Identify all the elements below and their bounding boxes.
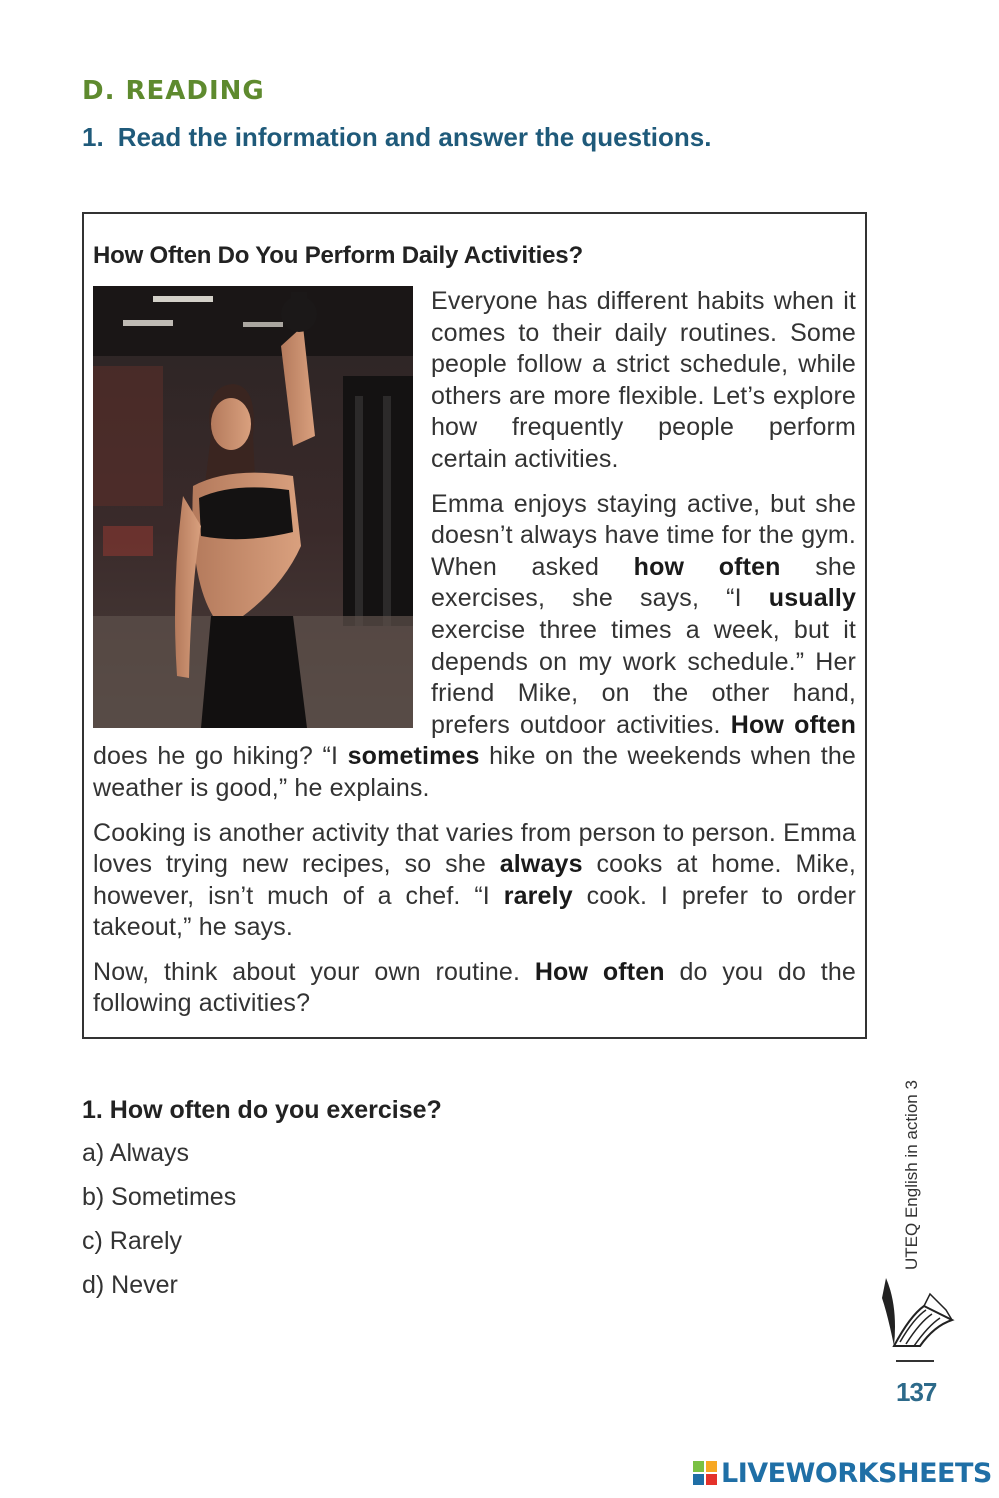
liveworksheets-footer[interactable] bbox=[692, 1456, 992, 1490]
text-segment: cooks at home. Mike, however, isn’t much of a chef. “I bbox=[93, 850, 856, 910]
liveworksheets-brand: LIVEWORKSHEETS bbox=[721, 1457, 992, 1489]
highlight-how-often: how often bbox=[633, 552, 781, 581]
option-a[interactable]: a) Always bbox=[82, 1139, 189, 1167]
paragraph-own-routine bbox=[93, 957, 856, 1020]
text-segment: she exercises, she says, “I bbox=[431, 552, 856, 613]
page-number: 137 bbox=[896, 1377, 937, 1407]
woman-lifting-kettlebell-photo bbox=[93, 286, 413, 728]
reading-title: How Often Do You Perform Daily Activities? bbox=[93, 242, 583, 269]
paragraph-cooking bbox=[93, 818, 856, 944]
instruction-text: Read the information and answer the questions. bbox=[117, 122, 712, 152]
text-segment: Cooking is another activity that varies from person to person. Emma loves trying new recipes, so she bbox=[93, 818, 856, 879]
reading-box bbox=[82, 212, 867, 1039]
text-segment: Now, think about your own routine. bbox=[93, 957, 535, 986]
highlight-rarely: rarely bbox=[503, 881, 573, 910]
option-b[interactable]: b) Sometimes bbox=[82, 1183, 237, 1211]
instruction-heading bbox=[82, 122, 711, 153]
page-number-rule bbox=[896, 1360, 934, 1362]
instruction-number: 1. bbox=[82, 122, 104, 152]
book-title-vertical: UTEQ English in action 3 bbox=[902, 1080, 921, 1270]
question-block bbox=[82, 1096, 442, 1315]
highlight-how-often: How often bbox=[730, 710, 856, 739]
highlight-always: always bbox=[499, 850, 583, 879]
section-heading: D. READING bbox=[82, 76, 265, 106]
text-segment: do you do the following activities? bbox=[93, 957, 856, 1018]
text-segment: hike on the weekends when the weather is good,” he explains. bbox=[93, 742, 856, 802]
paragraph-intro: Everyone has different habits when it comes to their daily routines. Some people follow a strict schedule, while others are more flexible. Let’s explore how frequently people perform certain activities. bbox=[431, 287, 856, 473]
liveworksheets-logo-icon bbox=[692, 1460, 718, 1486]
highlight-how-often: How often bbox=[534, 957, 665, 986]
highlight-usually: usually bbox=[768, 584, 856, 613]
text-segment: Emma enjoys staying active, but she doesn’t always have time for the gym. When asked bbox=[431, 489, 856, 581]
option-c[interactable]: c) Rarely bbox=[82, 1227, 183, 1255]
text-segment: cook. I prefer to order takeout,” he says. bbox=[93, 881, 856, 942]
open-book-icon bbox=[880, 1276, 958, 1348]
text-segment: exercise three times a week, but it depends on my work schedule.” Her friend Mike, on the other hand, prefers outdoor activities. bbox=[431, 615, 856, 739]
text-segment: does he go hiking? “I bbox=[93, 742, 348, 771]
question-title: 1. How often do you exercise? bbox=[82, 1096, 442, 1124]
option-d[interactable]: d) Never bbox=[82, 1271, 178, 1299]
highlight-sometimes: sometimes bbox=[347, 742, 480, 771]
